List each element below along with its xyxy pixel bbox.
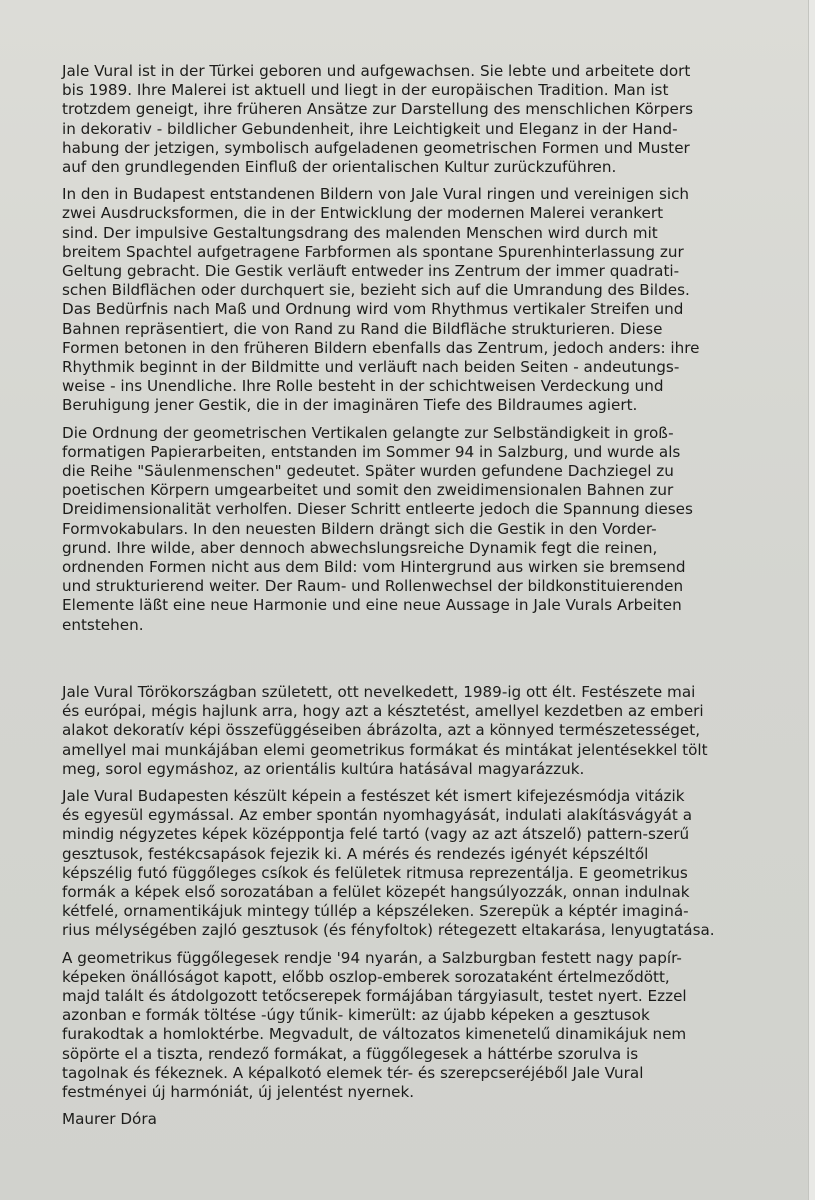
text-line: Dreidimensionalität verholfen. Dieser Schritt entleerte jedoch die Spannung dieses (62, 500, 693, 519)
text-line: amellyel mai munkájában elemi geometrikus formákat és mintákat jelentésekkel tölt (62, 740, 708, 759)
text-line: breitem Spachtel aufgetragene Farbformen als spontane Spurenhinterlassung zur (62, 242, 684, 261)
text-line: In den in Budapest entstandenen Bildern von Jale Vural ringen und vereinigen sich (62, 185, 690, 204)
text-line: és egyesül egymással. Az ember spontán nyomhagyását, indulati alakításvágyát a (62, 806, 693, 825)
text-line: A geometrikus függőlegesek rendje '94 nyarán, a Salzburgban festett nagy papír- (62, 948, 682, 967)
text-line: grund. Ihre wilde, aber dennoch abwechslungsreiche Dynamik fegt die reinen, (62, 538, 658, 557)
text-line: die Reihe "Säulenmenschen" gedeutet. Später wurden gefundene Dachziegel zu (62, 462, 674, 481)
hungarian-paragraph-1 (62, 683, 762, 779)
text-line: Die Ordnung der geometrischen Vertikalen gelangte zur Selbständigkeit in groß- (62, 423, 674, 442)
text-line: söpörte el a tiszta, rendező formákat, a függőlegesek a háttérbe szorulva is (62, 1044, 639, 1063)
hungarian-paragraph-2 (62, 787, 762, 941)
text-line: Geltung gebracht. Die Gestik verläuft entweder ins Zentrum der immer quadrati- (62, 262, 680, 281)
text-line: formák a képek első sorozatában a felület közepét hangsúlyozzák, onnan indulnak (62, 883, 690, 902)
text-line: ordnenden Formen nicht aus dem Bild: vom Hintergrund aus wirken sie bremsend (62, 558, 686, 577)
text-line: Formvokabulars. In den neuesten Bildern drängt sich die Gestik in den Vorder- (62, 519, 657, 538)
text-line: képszélig futó függőleges csíkok és felületek ritmusa reprezentálja. E geometrikus (62, 863, 688, 882)
text-line: majd talált és átdolgozott tetőcserepek formájában tárgyiasult, testet nyert. Ezzel (62, 987, 687, 1006)
text-line: formatigen Papierarbeiten, entstanden im Sommer 94 in Salzburg, und wurde als (62, 442, 681, 461)
text-line: gesztusok, festékcsapások fejezik ki. A mérés és rendezés igényét képszéltől (62, 844, 649, 863)
text-line: sind. Der impulsive Gestaltungsdrang des malenden Menschen wird durch mit (62, 223, 658, 242)
text-line: azonban e formák töltése -úgy tűnik- kimerült: az újabb képeken a gesztusok (62, 1006, 650, 1025)
text-line: Rhythmik beginnt in der Bildmitte und verläuft nach beiden Seiten - andeutungs- (62, 358, 680, 377)
text-line: poetischen Körpern umgearbeitet und somit den zweidimensionalen Bahnen zur (62, 481, 674, 500)
text-line: Jale Vural Budapesten készült képein a festészet két ismert kifejezésmódja vitázik (62, 787, 685, 806)
author-signature: Maurer Dóra (62, 1110, 157, 1129)
text-line: mindig négyzetes képek középpontja felé tartó (vagy az azt átszelő) pattern-szerű (62, 825, 690, 844)
text-line: zwei Ausdrucksformen, die in der Entwicklung der modernen Malerei verankert (62, 204, 664, 223)
text-line: bis 1989. Ihre Malerei ist aktuell und liegt in der europäischen Tradition. Man ist (62, 81, 669, 100)
text-line: festményei új harmóniát, új jelentést nyernek. (62, 1083, 415, 1102)
german-text (62, 62, 762, 643)
hungarian-text (62, 683, 762, 1137)
text-line: furakodtak a homloktérbe. Megvadult, de változatos kimenetelű dinamikájuk nem (62, 1025, 687, 1044)
text-line: Beruhigung jener Gestik, die in der imaginären Tiefe des Bildraumes agiert. (62, 396, 638, 415)
text-line: weise - ins Unendliche. Ihre Rolle besteht in der schichtweisen Verdeckung und (62, 377, 664, 396)
text-line: Jale Vural Törökországban született, ott nevelkedett, 1989-ig ott élt. Festészete mai (62, 683, 696, 701)
text-line: Bahnen repräsentiert, die von Rand zu Rand die Bildfläche strukturieren. Diese (62, 319, 663, 338)
text-line: kétfelé, ornamentikájuk mintegy túllép a képszéleken. Szerepük a képtér imaginá- (62, 902, 689, 921)
text-line: tagolnak és fékeznek. A képalkotó elemek tér- és szerepcseréjéből Jale Vural (62, 1063, 644, 1082)
text-line: Elemente läßt eine neue Harmonie und eine neue Aussage in Jale Vurals Arbeiten (62, 596, 682, 615)
text-line: auf den grundlegenden Einfluß der orientalischen Kultur zurückzuführen. (62, 158, 617, 177)
text-line: in dekorativ - bildlicher Gebundenheit, ihre Leichtigkeit und Eleganz in der Hand- (62, 119, 678, 138)
text-line: habung der jetzigen, symbolisch aufgeladenen geometrischen Formen und Muster (62, 138, 690, 157)
german-paragraph-1 (62, 62, 762, 177)
text-line: schen Bildflächen oder durchquert sie, bezieht sich auf die Umrandung des Bildes. (62, 281, 690, 300)
text-line: Jale Vural ist in der Türkei geboren und aufgewachsen. Sie lebte und arbeitete dort (62, 62, 691, 80)
text-line: alakot dekoratív képi összefüggéseiben ábrázolta, azt a könnyed természetességet, (62, 721, 701, 740)
text-line: és európai, mégis hajlunk arra, hogy azt a késztetést, amellyel kezdetben az emberi (62, 702, 704, 721)
text-line: entstehen. (62, 615, 144, 634)
german-paragraph-2 (62, 185, 762, 415)
text-line: Das Bedürfnis nach Maß und Ordnung wird vom Rhythmus vertikaler Streifen und (62, 300, 684, 319)
text-line: trotzdem geneigt, ihre früheren Ansätze zur Darstellung des menschlichen Körpers (62, 100, 694, 119)
text-line: Formen betonen in den früheren Bildern ebenfalls das Zentrum, jedoch anders: ihre (62, 338, 700, 357)
text-line: meg, sorol egymáshoz, az orientális kultúra hatásával magyarázzuk. (62, 759, 585, 778)
text-line: képeken önállóságot kapott, előbb oszlop-emberek sorozataként értelmeződött, (62, 967, 670, 986)
german-paragraph-3 (62, 424, 762, 635)
page-edge (808, 0, 815, 1200)
hungarian-paragraph-3 (62, 949, 762, 1103)
text-line: und strukturierend weiter. Der Raum- und Rollenwechsel der bildkonstituierenden (62, 577, 684, 596)
text-line: rius mélységében zajló gesztusok (és fényfoltok) rétegezett eltakarása, lenyugtatása. (62, 921, 715, 940)
